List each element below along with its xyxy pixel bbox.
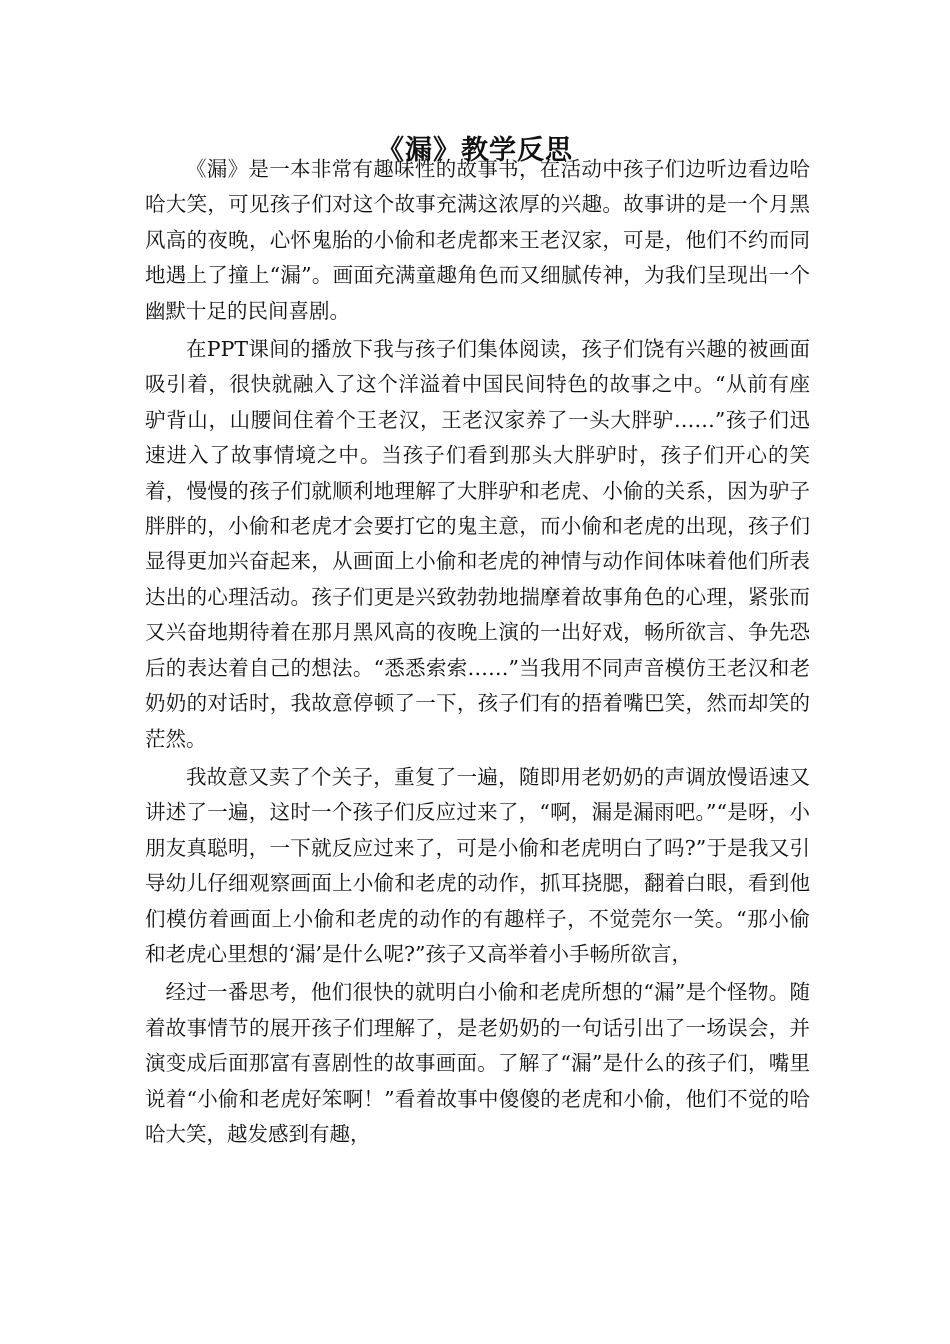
paragraph-reading: 在PPT课间的播放下我与孩子们集体阅读，孩子们饶有兴趣的被画面吸引着，很快就融入了这个洋溢着中国民间特色的故事之中。“从前有座驴背山，山腰间住着个王老汉，王老汉家养了一头大胖驴……”孩子们迅速进入了故事情境之中。当孩子们看到那头大胖驴时，孩子们开心的笑着，慢慢的孩子们就顺利地理解了大胖驴和老虎、小偷的关系，因为驴子胖胖的，小偷和老虎才会要打它的鬼主意，而小偷和老虎的出现，孩子们显得更加兴奋起来，从画面上小偷和老虎的神情与动作间体味着他们所表达出的心理活动。孩子们更是兴致勃勃地揣摩着故事角色的心理，紧张而又兴奋地期待着在那月黑风高的夜晚上演的一出好戏，畅所欲言、争先恐后的表达着自己的想法。“悉悉索索……”当我用不同声音模仿王老汉和老奶奶的对话时，我故意停顿了一下，孩子们有的捂着嘴巴笑，然而却笑的茫然。	[145, 337, 810, 751]
paragraph-understanding: 经过一番思考，他们很快的就明白小偷和老虎所想的“漏”是个怪物。随着故事情节的展开孩子们理解了，是老奶奶的一句话引出了一场误会，并演变成后面那富有喜剧性的故事画面。了解了“漏”是什么的孩子们，嘴里说着“小偷和老虎好笨啊！”看着故事中傻傻的老虎和小偷，他们不觉的哈哈大笑，越发感到有趣，	[145, 980, 810, 1146]
document-body	[145, 152, 810, 1152]
paragraph-intro: 《漏》是一本非常有趣味性的故事书，在活动中孩子们边听边看边哈哈大笑，可见孩子们对这个故事充满这浓厚的兴趣。故事讲的是一个月黑风高的夜晚，心怀鬼胎的小偷和老虎都来王老汉家，可是，他们不约而同地遇上了撞上“漏”。画面充满童趣角色而又细腻传神，为我们呈现出一个幽默十足的民间喜剧。	[145, 157, 810, 323]
document-title: 《漏》教学反思	[377, 135, 573, 167]
paragraph-suspense: 我故意又卖了个关子，重复了一遍，随即用老奶奶的声调放慢语速又讲述了一遍，这时一个孩子们反应过来了，“啊，漏是漏雨吧。”“是呀，小朋友真聪明，一下就反应过来了，可是小偷和老虎明白了吗?”于是我又引导幼儿仔细观察画面上小偷和老虎的动作，抓耳挠腮，翻着白眼，看到他们模仿着画面上小偷和老虎的动作的有趣样子，不觉莞尔一笑。“那小偷和老虎心里想的‘漏’是什么呢?”孩子又高举着小手畅所欲言，	[145, 764, 810, 966]
